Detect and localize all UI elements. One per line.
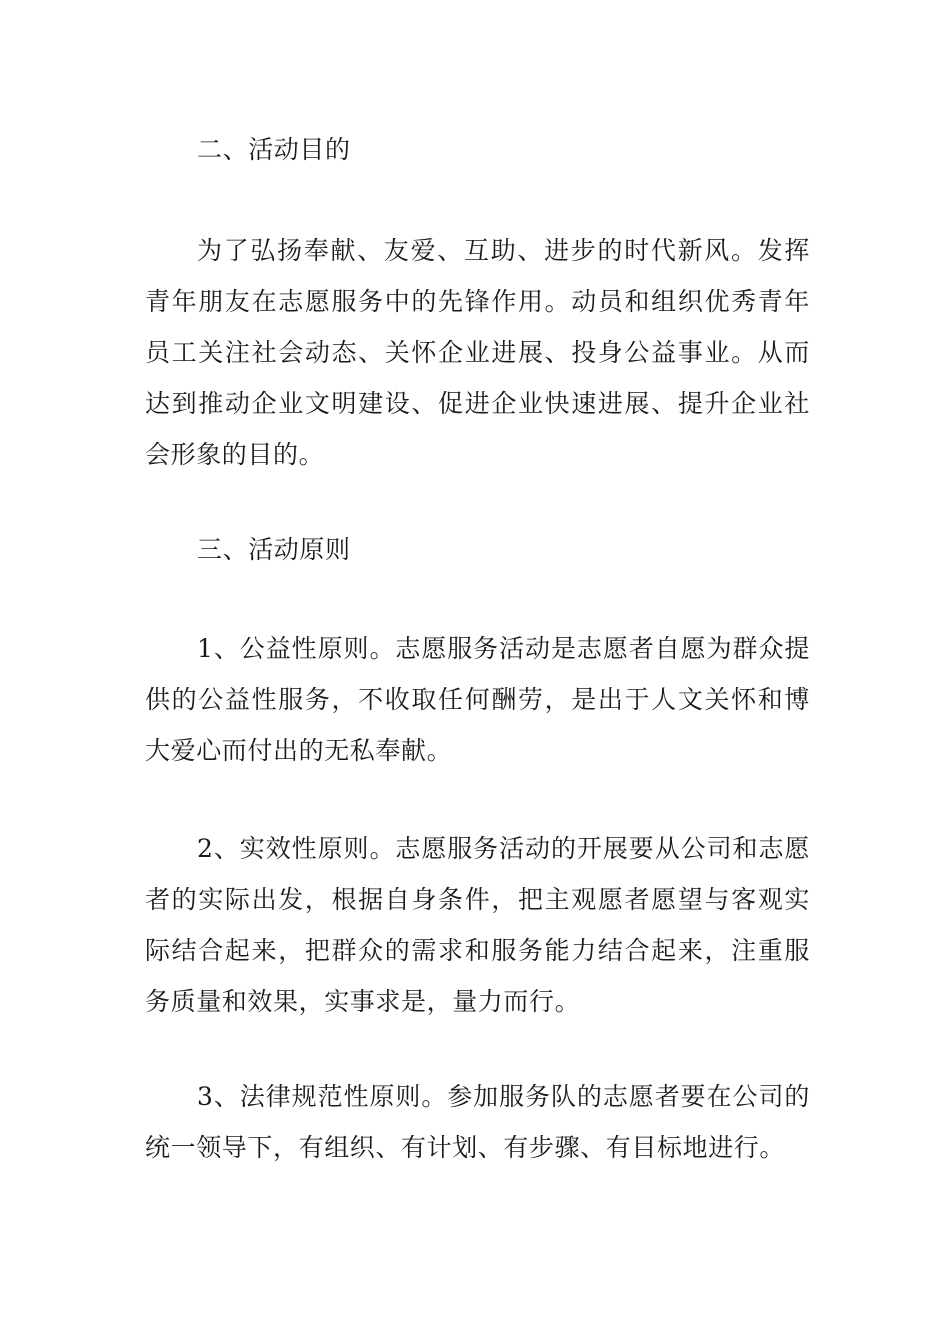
- paragraph-principle-effectiveness: 2、实效性原则。志愿服务活动的开展要从公司和志愿者的实际出发，根据自身条件，把主观愿者愿望与客观实际结合起来，把群众的需求和服务能力结合起来，注重服务质量和效果，实事求是，量力而行。: [145, 834, 810, 1016]
- paragraph-activity-purpose: 为了弘扬奉献、友爱、互助、进步的时代新风。发挥青年朋友在志愿服务中的先锋作用。动员和组织优秀青年员工关注社会动态、关怀企业进展、投身公益事业。从而达到推动企业文明建设、促进企业快速进展、提升企业社会形象的目的。: [145, 236, 810, 469]
- heading-activity-principles: 三、活动原则: [197, 535, 351, 564]
- paragraph-principle-legal-norms: 3、法律规范性原则。参加服务队的志愿者要在公司的统一领导下，有组织、有计划、有步骤、有目标地进行。: [145, 1082, 810, 1162]
- heading-activity-purpose: 二、活动目的: [197, 135, 351, 164]
- paragraph-principle-public-welfare: 1、公益性原则。志愿服务活动是志愿者自愿为群众提供的公益性服务，不收取任何酬劳，是出于人文关怀和博大爱心而付出的无私奉献。: [145, 634, 810, 765]
